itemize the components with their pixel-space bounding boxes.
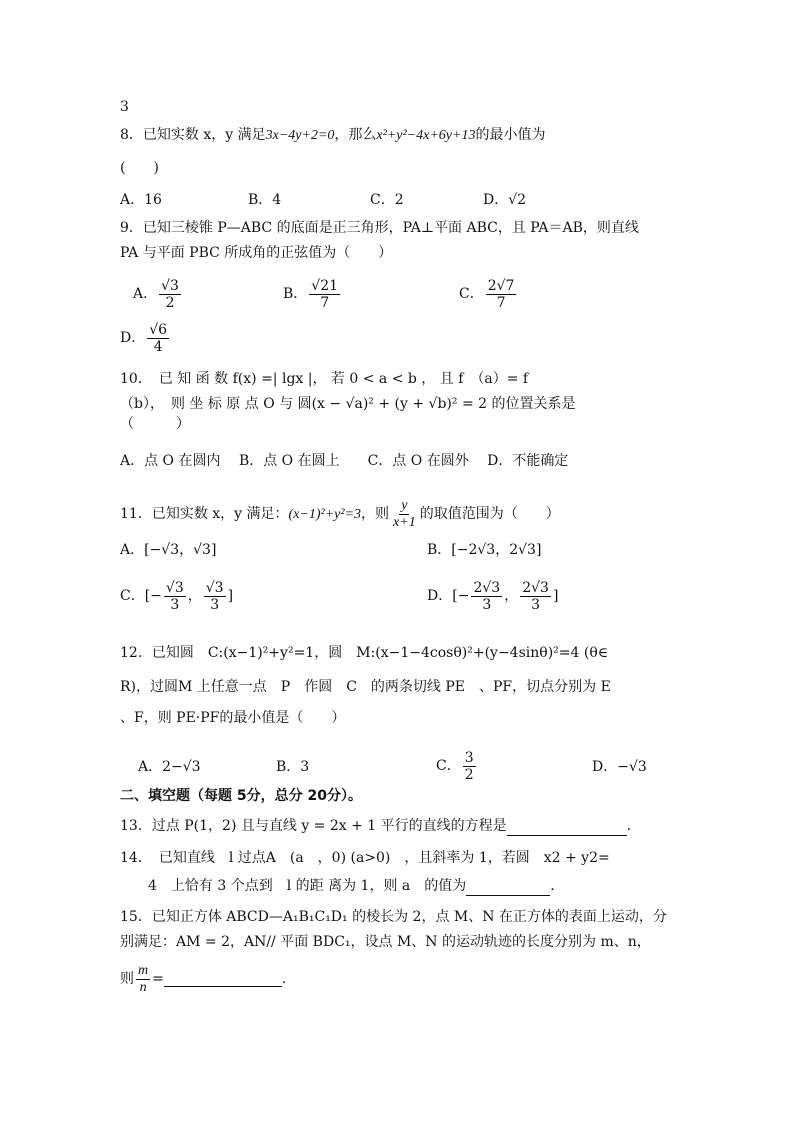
- q9-option-a-fraction: [159, 278, 181, 311]
- denominator: 3: [482, 596, 492, 613]
- q11-option-d-label: D．: [427, 588, 453, 604]
- denominator: 4: [153, 338, 163, 355]
- q9-option-d: [120, 320, 171, 356]
- denominator: 2: [464, 766, 474, 783]
- q15-answer-blank[interactable]: [164, 972, 282, 987]
- q9-option-b-fraction: [309, 278, 340, 311]
- q11-option-d: D．[− $\frac{2√3}{3}$ ， $\frac{2√3}{3}$ ]: [427, 579, 559, 613]
- q15-prefix: 则: [120, 971, 134, 987]
- question-9-line2: PA 与平面 PBC 所成角的正弦值为（ ）: [120, 245, 393, 261]
- q12-option-a: A．2−√3: [138, 759, 201, 775]
- q9-option-a-label: A．: [133, 286, 158, 302]
- question-8: [120, 125, 545, 146]
- question-9-line1: 9．已知三棱锥 P—ABC 的底面是正三角形，PA⊥平面 ABC，且 PA＝AB，则直线: [120, 220, 639, 236]
- denominator: 3: [170, 596, 180, 613]
- question-10-line1: 10． 已 知 函 数 f(x) =| lgx |， 若 0 < a < b ， 且 f （a）= f: [120, 371, 529, 387]
- q13-answer-blank[interactable]: [507, 821, 627, 836]
- question-15-line1: 15．已知正方体 ABCD—A₁B₁C₁D₁ 的棱长为 2，点 M、N 在正方体的表面上运动，分: [120, 909, 667, 925]
- numerator: √3: [161, 277, 179, 294]
- numerator: √3: [165, 579, 184, 596]
- question-10-line3: （ ）: [120, 416, 190, 432]
- q11-condition: (x−1)²+y²=3: [288, 507, 362, 522]
- question-12-line3: 、F，则 PE·PF的最小值是（ ）: [120, 710, 346, 726]
- q14-answer-blank[interactable]: [466, 881, 550, 896]
- q8-stem-c: 的最小值为: [475, 127, 546, 143]
- q11-option-a: A．[−√3，√3]: [120, 542, 217, 558]
- q13-stem: 13．过点 P(1，2) 且与直线 y = 2x + 1 平行的直线的方程是: [120, 818, 507, 834]
- q11-option-b: B．[−2√3，2√3]: [427, 542, 542, 558]
- question-14-line2: [148, 876, 555, 896]
- q14-tail: .: [550, 878, 555, 894]
- q9-option-c: [459, 276, 518, 312]
- q11-stem-b: ，则: [361, 506, 390, 522]
- q9-option-a: [133, 276, 183, 312]
- q11-option-d-lower: [471, 580, 502, 613]
- q8-answer-paren: ( ): [120, 160, 159, 176]
- numerator: 2√3: [473, 579, 501, 596]
- q8-option-d: D．√2: [483, 192, 527, 208]
- q11-option-c-lower: [164, 580, 186, 613]
- q11-stem-a: 11．已知实数 x，y 满足：: [120, 506, 289, 522]
- q11-option-c: C．[− $\frac{√3}{3}$ ， $\frac{√3}{3}$ ]: [120, 579, 234, 613]
- question-12-line1: 12．已知圆 C:(x−1)²+y²=1，圆 M:(x−1−4cosθ)²+(y−4sinθ)²=4 (θ∈: [120, 645, 609, 661]
- q8-stem-a: 8．已知实数 x，y 满足: [120, 127, 266, 143]
- denominator: 7: [320, 294, 330, 311]
- q11-option-d-upper: [520, 580, 551, 613]
- q11-option-c-upper: [204, 580, 226, 613]
- q12-option-c: [436, 748, 478, 784]
- denominator: 7: [496, 294, 506, 311]
- q8-option-c: C．2: [370, 192, 404, 208]
- numerator: m: [138, 962, 149, 978]
- q8-expression: x²+y²−4x+6y+13: [376, 128, 476, 143]
- question-15-line2: 别满足：AM = 2，AN// 平面 BDC₁，设点 M、N 的运动轨迹的长度分别为 m、n，: [120, 934, 651, 950]
- q13-tail: .: [626, 818, 632, 834]
- q11-stem-c: 的取值范围为（ ）: [419, 506, 560, 522]
- denominator: x+1: [393, 514, 416, 530]
- numerator: √3: [205, 579, 224, 596]
- q12-option-c-label: C．: [436, 758, 461, 774]
- q9-option-c-label: C．: [459, 286, 484, 302]
- q9-option-d-fraction: [147, 322, 169, 355]
- denominator: 3: [531, 596, 541, 613]
- q15-equals: =: [152, 971, 164, 987]
- denominator: 3: [210, 596, 220, 613]
- denominator: n: [139, 979, 147, 995]
- q9-option-b-label: B．: [283, 286, 308, 302]
- denominator: 2: [165, 294, 175, 311]
- q12-option-b: B．3: [276, 759, 310, 775]
- q15-tail: .: [281, 971, 287, 987]
- numerator: 3: [464, 749, 474, 766]
- q14-stem: 4 上恰有 3 个点到 l 的距 离为 1，则 a 的值为: [148, 878, 467, 894]
- page-number: 3: [120, 99, 129, 115]
- q8-option-a: A．16: [120, 192, 162, 208]
- numerator: √21: [311, 277, 339, 294]
- q9-option-c-fraction: [486, 278, 517, 311]
- question-15-line3: [120, 961, 286, 997]
- numerator: 2√3: [522, 579, 549, 596]
- question-10-line2: （b）， 则 坐 标 原 点 O 与 圆(x − √a)² + (y + √b)² = 2 的位置关系是: [120, 396, 576, 412]
- numerator: √6: [149, 321, 168, 338]
- q12-option-d: D．−√3: [592, 759, 647, 775]
- numerator: y: [401, 497, 408, 513]
- section-2-heading: 二、填空题（每题 5分，总分 20分）。: [120, 788, 362, 804]
- q11-fraction: [391, 498, 418, 531]
- question-12-line2: R)，过圆M 上任意一点 P 作圆 C 的两条切线 PE 、PF，切点分别为 E: [120, 679, 611, 695]
- q11-option-c-label: C．: [120, 588, 145, 604]
- q15-fraction: [136, 963, 150, 996]
- q8-option-b: B．4: [248, 192, 282, 208]
- q10-options: A．点 O 在圆内 B．点 O 在圆上 C．点 O 在圆外 D．不能确定: [120, 453, 569, 469]
- question-11: [120, 497, 560, 532]
- q8-condition: 3x−4y+2=0: [265, 128, 335, 143]
- q9-option-d-label: D．: [120, 330, 146, 346]
- q8-stem-b: ，那么: [334, 127, 377, 143]
- numerator: 2√7: [487, 277, 515, 294]
- question-14-line1: 14． 已知直线 l 过点A (a ，0) (a>0) ，且斜率为 1，若圆 x2 + y2=: [120, 850, 610, 866]
- question-13: [120, 816, 631, 836]
- q12-option-c-fraction: [463, 750, 476, 783]
- q9-option-b: [283, 276, 342, 312]
